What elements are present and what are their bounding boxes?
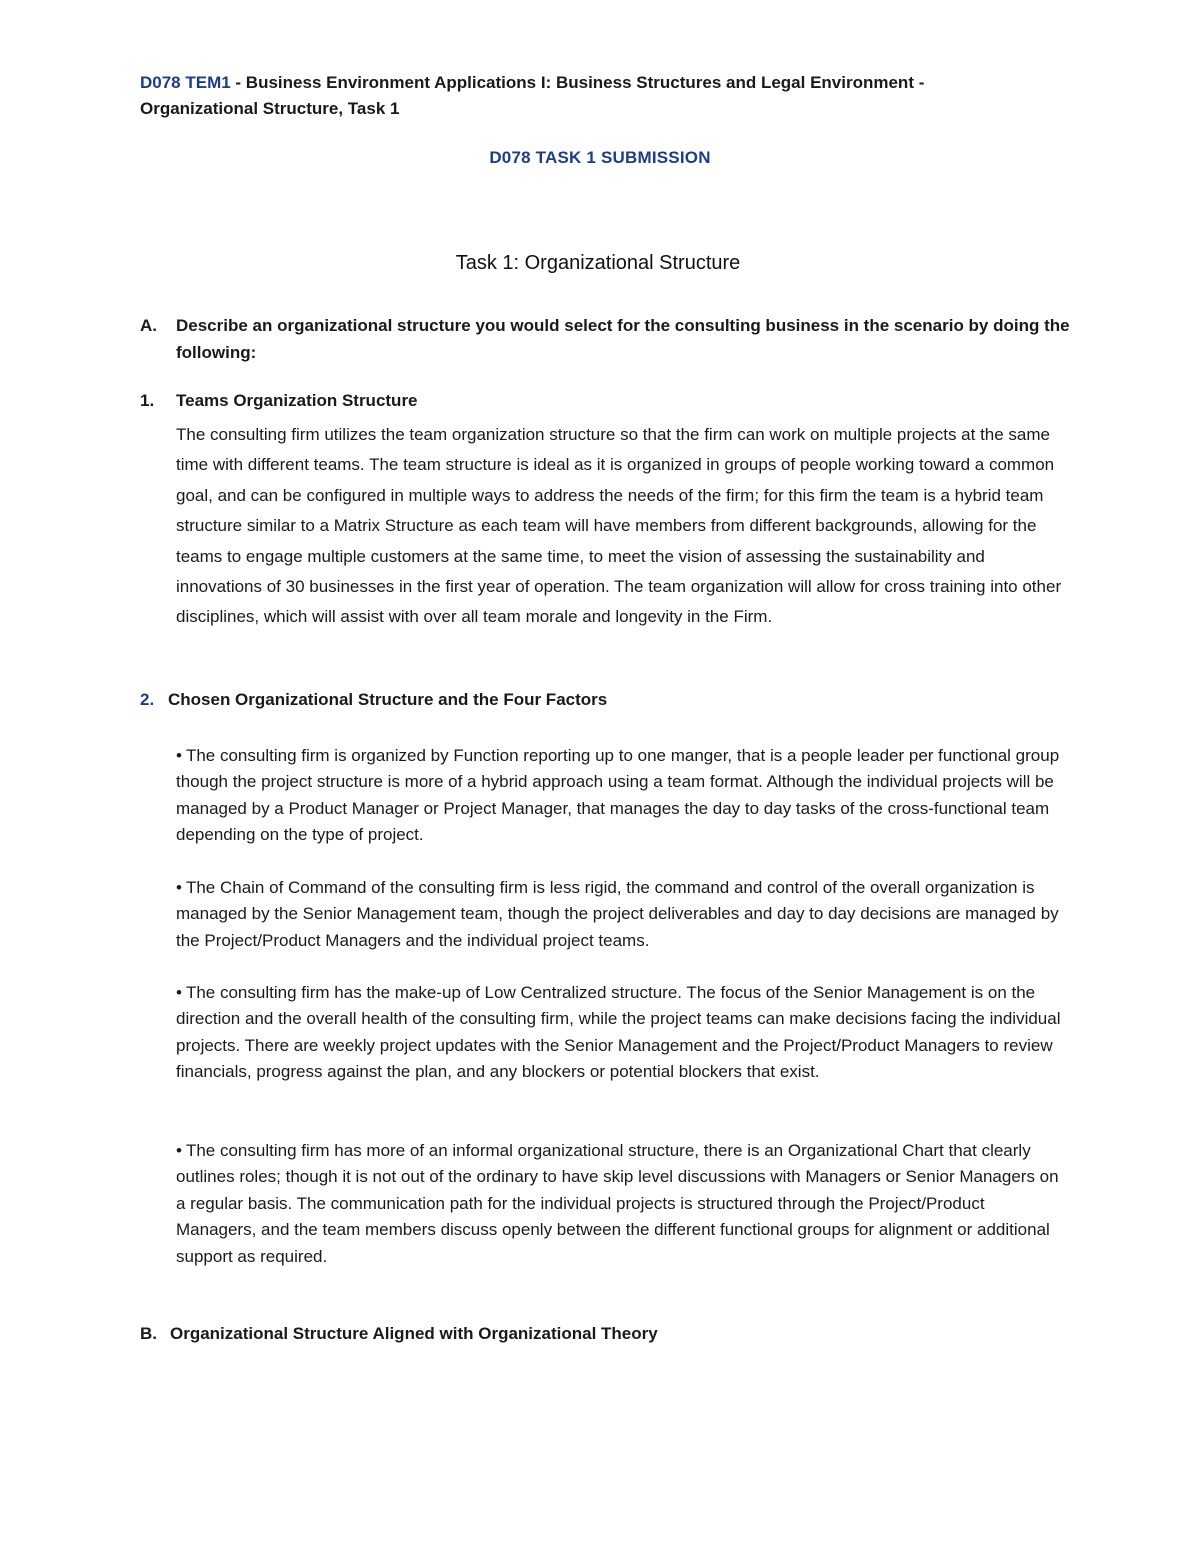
bullet-text: The consulting firm has the make-up of Low Centralized structure. The focus of the Senior Management is on the direction and the overall health of the consulting firm, while the project teams can make decisions facing the individual projects. There are weekly project updates with the Senior Management and the Project/Product Managers to review financials, progress against the plan, and any blockers or potential blockers that exist. (176, 983, 1061, 1082)
item-1-body: The consulting firm utilizes the team organization structure so that the firm can work on multiple projects at the same time with different teams. The team structure is ideal as it is organized in groups of people working toward a common goal, and can be configured in multiple ways to address the needs of the firm; for this firm the team is a hybrid team structure similar to a Matrix Structure as each team will have members from different backgrounds, allowing for the teams to engage multiple customers at the same time, to meet the vision of assessing the sustainability and innovations of 30 businesses in the first year of operation. The team organization will allow for cross training into other disciplines, which will assist with over all team morale and longevity in the Firm. (176, 425, 1062, 627)
item-1-number: 1. (140, 391, 155, 410)
section-b-letter: B. (140, 1324, 157, 1343)
bullet-icon: • (176, 878, 182, 897)
bullet-chain-of-command (176, 875, 1066, 954)
document-header (140, 70, 1040, 122)
course-code: D078 TEM1 (140, 73, 231, 92)
section-b-text: Organizational Structure Aligned with Organizational Theory (170, 1324, 658, 1343)
bullet-text: The consulting firm is organized by Function reporting up to one manger, that is a people leader per functional group though the project structure is more of a hybrid approach using a team format. Although the individual projects will be managed by a Product Manager or Project Manager, that manages the day to day tasks of the cross-functional team depending on the type of project. (176, 746, 1060, 845)
section-a-text: Describe an organizational structure you would select for the consulting business in the scenario by doing the following: (176, 316, 1070, 362)
bullet-icon: • (176, 746, 182, 765)
bullet-formalization (176, 1138, 1066, 1270)
bullet-text: The Chain of Command of the consulting firm is less rigid, the command and control of the overall organization is managed by the Senior Management team, though the project deliverables and day to day decisions are managed by the Project/Product Managers and the individual project teams. (176, 878, 1059, 950)
submission-title: D078 TASK 1 SUBMISSION (489, 148, 711, 167)
item-2-heading-text: Chosen Organizational Structure and the Four Factors (168, 690, 608, 709)
item-2-number: 2. (140, 690, 155, 709)
bullet-text: The consulting firm has more of an informal organizational structure, there is an Organizational Chart that clearly outlines roles; though it is not out of the ordinary to have skip level discussions with Managers or Senior Managers on a regular basis. The communication path for the individual projects is structured through the Project/Product Managers, and the team members discuss openly between the different functional groups for alignment or additional support as required. (176, 1141, 1059, 1266)
bullet-function (176, 743, 1066, 849)
bullet-centralization (176, 980, 1066, 1086)
section-a-letter: A. (140, 316, 157, 335)
course-title: - Business Environment Applications I: Business Structures and Legal Environment - Organizational Structure, Task 1 (140, 73, 925, 118)
bullet-icon: • (176, 1141, 182, 1160)
bullet-icon: • (176, 983, 182, 1002)
item-1-heading-text: Teams Organization Structure (176, 391, 418, 410)
section-a (140, 312, 1070, 366)
task-title: Task 1: Organizational Structure (455, 252, 741, 274)
